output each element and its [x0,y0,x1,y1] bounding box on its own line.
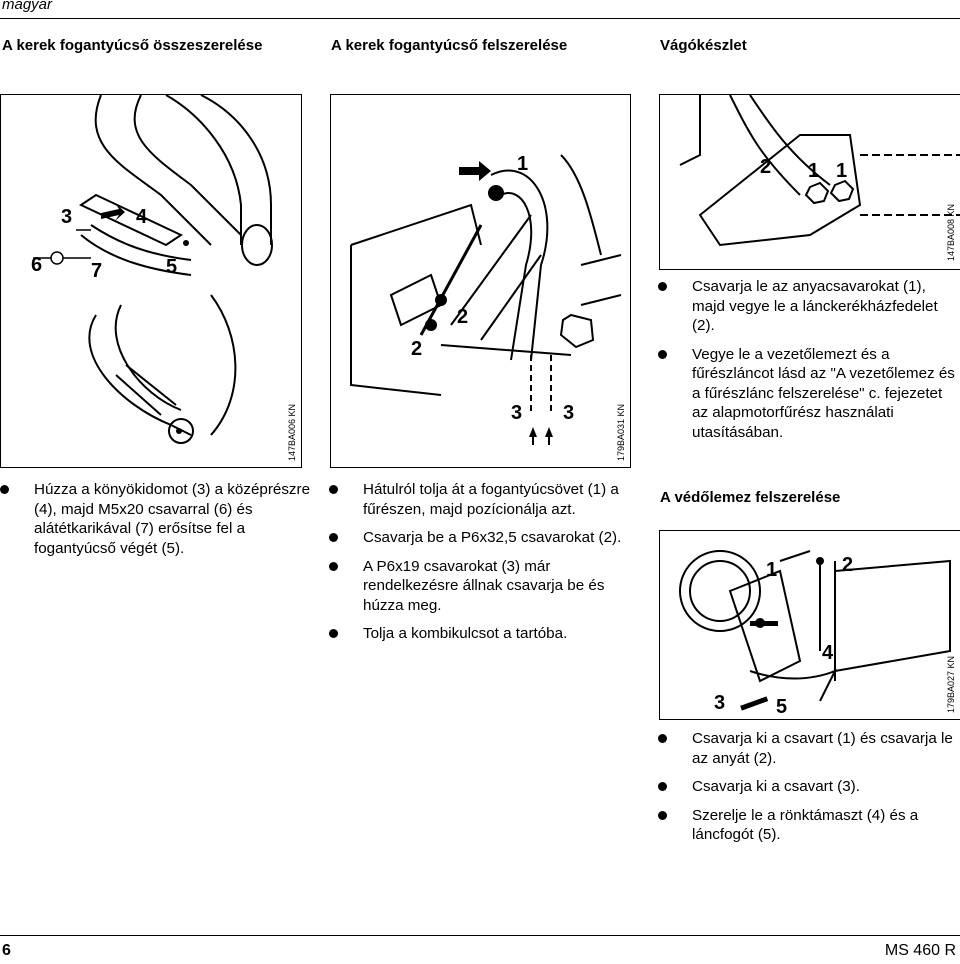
fig3-label-1a: 1 [808,160,820,182]
fig1-label-7: 7 [91,260,103,282]
page-number: 6 [2,942,11,959]
fig2-code: 179BA031 KN [616,403,626,461]
subsection-heading: A védőlemez felszerelése [660,489,841,506]
figure-guard-plate [659,530,960,720]
col3-heading: Vágókészlet [660,37,747,54]
fig4-label-4: 4 [822,642,834,664]
col1-bullet-1: Húzza a könyökidomot (3) a középrészre (4), majd M5x20 csavarral (6) és alátétkarikával (7) erősítse fel a fogantyúcső végét (5). [34,480,324,558]
figure-cutting-attachment [659,94,960,270]
fig2-label-3a: 3 [511,402,523,424]
fig3-label-1b: 1 [836,160,848,182]
fig2-label-2a: 2 [457,306,469,328]
handlebar-assembly-illustration [1,95,301,467]
footer-rule [0,935,960,936]
col2-bullet-1: Hátulról tolja át a fogantyúcsövet (1) a fűrészen, majd pozícionálja azt. [363,480,633,519]
col2-bullet-3: A P6x19 csavarokat (3) már rendelkezésre állnak csavarja be és húzza meg. [363,557,633,616]
col2-bullet-2: Csavarja be a P6x32,5 csavarokat (2). [363,528,633,548]
fig3-label-2: 2 [760,156,772,178]
col2-heading: A kerek fogantyúcső felszerelése [331,37,568,54]
fig1-label-6: 6 [31,254,43,276]
fig2-label-3b: 3 [563,402,575,424]
figure-handlebar-mounting [330,94,631,468]
col1-heading: A kerek fogantyúcső összeszerelése [2,37,263,54]
col3-sub-bullet-3: Szerelje le a rönktámaszt (4) és a láncfogót (5). [692,806,958,845]
fig1-label-3: 3 [61,206,73,228]
cutting-attachment-illustration [660,95,960,269]
fig4-code: 179BA027 KN [946,655,956,713]
col2-text [363,480,633,653]
model-name: MS 460 R [884,942,956,959]
fig1-label-4: 4 [136,206,148,228]
fig4-label-2: 2 [842,554,854,576]
col3-sub-bullet-1: Csavarja ki a csavart (1) és csavarja le az anyát (2). [692,729,958,768]
fig1-label-5: 5 [166,256,178,278]
fig1-code: 147BA006 KN [287,403,297,461]
language-label: magyar [2,0,53,13]
col3-sub-text [692,729,958,854]
col1-text [34,480,324,567]
fig2-label-1: 1 [517,153,529,175]
col2-bullet-4: Tolja a kombikulcsot a tartóba. [363,624,633,644]
fig2-label-2b: 2 [411,338,423,360]
col3-bullet-2: Vegye le a vezetőlemezt és a fűrészláncot lásd az "A vezetőlemez és a fűrészlánc felszerelése" c. fejezetet az alapmotorfűrész használati utasításában. [692,345,958,443]
col3-sub-bullet-2: Csavarja ki a csavart (3). [692,777,958,797]
guard-plate-illustration [660,531,960,719]
col3-bullet-1: Csavarja le az anyacsavarokat (1), majd vegye le a lánckerékházfedelet (2). [692,277,958,336]
col3-text [692,277,958,451]
handlebar-mounting-illustration [331,95,630,467]
fig4-label-1: 1 [766,559,778,581]
fig3-code: 147BA008 KN [946,203,956,261]
figure-handlebar-assembly [0,94,302,468]
header-rule [0,18,960,19]
fig4-label-5: 5 [776,696,788,718]
fig4-label-3: 3 [714,692,726,714]
